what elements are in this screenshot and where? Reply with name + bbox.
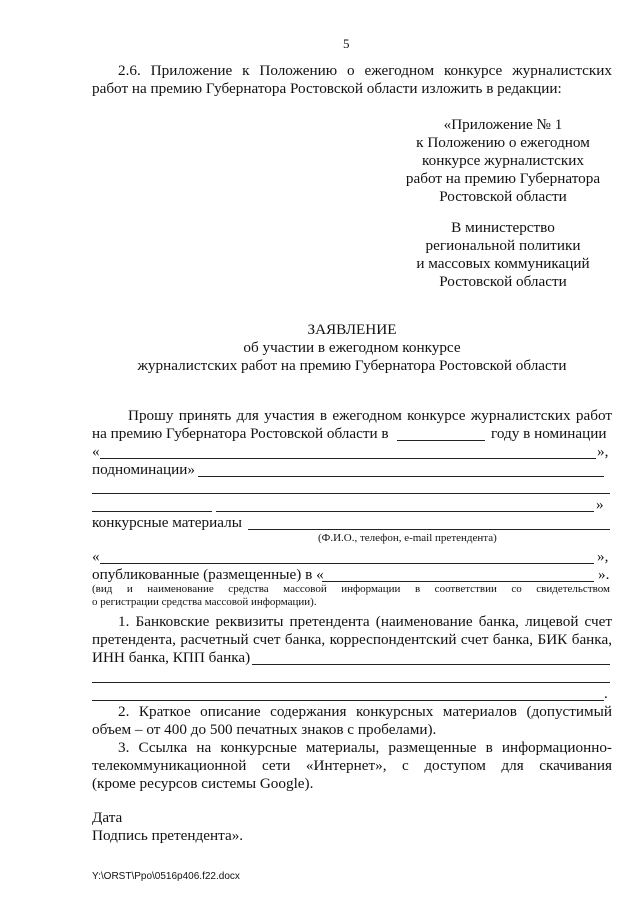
request-line-2a: на премию Губернатора Ростовской области в [92, 425, 389, 442]
signature-label: Подпись претендента». [92, 827, 244, 844]
quote-open: « [92, 443, 100, 460]
quote-open: « [92, 548, 100, 565]
media-hint-2: о регистрации средства массовой информации). [92, 596, 317, 608]
bank-details-blank [252, 664, 610, 665]
quote-close-comma: », [597, 548, 609, 565]
appendix-header-line: Ростовской области [439, 188, 567, 205]
item3-line-1: 3. Ссылка на конкурсные материалы, размещенные в информационно- [118, 739, 612, 756]
addressee-line: региональной политики [425, 237, 581, 254]
materials-title-blank [100, 563, 594, 564]
page-number: 5 [343, 36, 350, 51]
title-line-2: журналистских работ на премию Губернатора Ростовской области [137, 357, 567, 374]
addressee-line: и массовых коммуникаций [416, 255, 590, 272]
quote-close: » [596, 496, 604, 513]
addressee-line: Ростовской области [439, 273, 567, 290]
title-heading: ЗАЯВЛЕНИЕ [307, 321, 397, 338]
nomination-blank [100, 458, 596, 459]
item3-line-2: телекоммуникационной сети «Интернет», с доступом для скачивания [92, 757, 612, 774]
bank-period: . [604, 685, 608, 702]
application-title [92, 321, 612, 375]
blank-line [216, 511, 594, 512]
date-label: Дата [92, 809, 123, 826]
title-line-1: об участии в ежегодном конкурсе [243, 339, 461, 356]
appendix-header-line: «Приложение № 1 [443, 116, 563, 133]
item2-line-1: 2. Краткое описание содержания конкурсных материалов (допустимый [118, 703, 612, 720]
item2-line-2: объем – от 400 до 500 печатных знаков с пробелами). [92, 721, 437, 738]
appendix-header-line: к Положению о ежегодном [416, 134, 590, 151]
item3-line-3: (кроме ресурсов системы Google). [92, 775, 314, 792]
year-blank [397, 440, 485, 441]
subnomination-blank [198, 476, 604, 477]
blank-line [92, 493, 610, 494]
media-blank [322, 581, 594, 582]
published-end: ». [598, 566, 610, 583]
item1-line-1: 1. Банковские реквизиты претендента (наименование банка, лицевой счет [118, 613, 612, 630]
appendix-header-line: работ на премию Губернатора [405, 170, 601, 187]
item1-line-3: ИНН банка, КПП банка) [92, 649, 251, 666]
footer-file-path: Y:\ORST\Ppo\0516p406.f22.docx [92, 871, 240, 882]
blank-line [92, 511, 212, 512]
subnomination-label: подноминации» [92, 461, 196, 478]
materials-blank [248, 529, 610, 530]
addressee-line: В министерство [451, 219, 555, 236]
appendix-header [396, 116, 610, 206]
media-hint-1: (вид и наименование средства массовой информации в соответствии со свидетельством [92, 583, 610, 595]
request-line-1: Прошу принять для участия в ежегодном конкурсе журналистских работ [128, 407, 612, 424]
fio-hint: (Ф.И.О., телефон, e-mail претендента) [318, 532, 497, 544]
blank-line [92, 700, 604, 701]
intro-line-1: 2.6. Приложение к Положению о ежегодном конкурсе журналистских [118, 62, 612, 79]
published-label: опубликованные (размещенные) в « [92, 566, 324, 583]
addressee-block [396, 219, 610, 291]
blank-line [92, 682, 610, 683]
item1-line-2: претендента, расчетный счет банка, корреспондентский счет банка, БИК банка, [92, 631, 612, 648]
request-line-2b: году в номинации [491, 425, 607, 442]
appendix-header-line: конкурсе журналистских [422, 152, 584, 169]
materials-label: конкурсные материалы [92, 514, 242, 531]
intro-line-2: работ на премию Губернатора Ростовской области изложить в редакции: [92, 80, 562, 97]
quote-close-comma: », [597, 443, 609, 460]
